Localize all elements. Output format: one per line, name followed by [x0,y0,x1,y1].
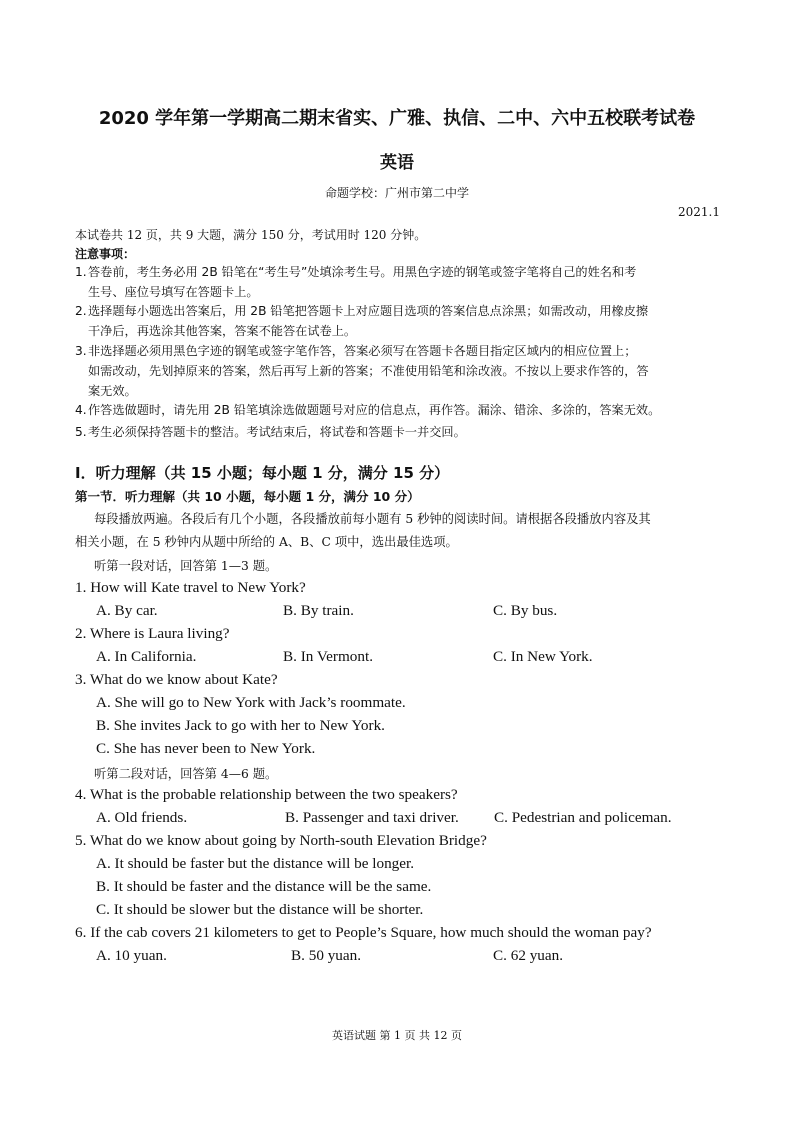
option-c: C. She has never been to New York. [96,740,316,757]
question-stem: 1. How will Kate travel to New York? [75,579,306,596]
page-footer: 英语试题 第 1 页 共 12 页 [332,1029,462,1042]
part-heading: 第一节．听力理解（共 10 小题，每小题 1 分，满分 10 分） [75,489,420,504]
option-c: C. It should be slower but the distance will be shorter. [96,901,424,918]
option-a: A. She will go to New York with Jack’s roommate. [96,694,406,711]
note-item [75,400,725,420]
option-a: A. By car. [96,602,158,619]
option-b: B. By train. [283,602,354,619]
dialog-instruction: 听第二段对话，回答第 4—6 题。 [94,767,278,781]
setting-school: 命题学校：广州市第二中学 [324,186,469,200]
instructions-line: 每段播放两遍。各段后有几个小题，各段播放前每小题有 5 秒钟的阅读时间。请根据各段播放内容及其 [94,512,651,526]
notes-heading: 注意事项： [75,247,136,261]
exam-title: 2020 学年第一学期高二期末省实、广雅、执信、二中、六中五校联考试卷 [98,108,696,129]
option-a: A. Old friends. [96,809,188,826]
note-text: 非选择题必须用黑色字迹的钢笔或签字笔作答，答案必须写在答题卡各题目指定区域内的相应位置上； [88,344,637,358]
exam-intro: 本试卷共 12 页，共 9 大题，满分 150 分，考试用时 120 分钟。 [75,228,427,242]
option-a: A. It should be faster but the distance will be longer. [96,855,415,872]
option-c: C. In New York. [493,648,593,665]
note-item [75,341,725,401]
note-number: 1. [75,265,87,279]
note-number: 3. [75,344,87,358]
option-b: B. She invites Jack to go with her to New York. [96,717,385,734]
question-stem: 4. What is the probable relationship between the two speakers? [75,786,458,803]
question-stem: 5. What do we know about going by North-south Elevation Bridge? [75,832,487,849]
note-item [75,262,725,302]
note-text: 选择题每小题选出答案后，用 2B 铅笔把答题卡上对应题目选项的答案信息点涂黑；如需改动，用橡皮擦 [88,304,649,318]
option-c: C. Pedestrian and policeman. [494,809,672,826]
note-number: 4. [75,403,87,417]
note-text: 答卷前，考生务必用 2B 铅笔在“考生号”处填涂考生号。用黑色字迹的钢笔或签字笔将自己的姓名和考 [88,265,637,279]
note-number: 5. [75,425,87,439]
note-text-cont: 生号、座位号填写在答题卡上。 [88,285,259,299]
question-stem: 6. If the cab covers 21 kilometers to get to People’s Square, how much should the woman pay? [75,924,652,941]
instructions [75,508,725,554]
question-stem: 2. Where is Laura living? [75,625,230,642]
note-text: 作答选做题时，请先用 2B 铅笔填涂选做题题号对应的信息点，再作答。漏涂、错涂、多涂的，答案无效。 [88,403,661,417]
note-text-cont: 案无效。 [88,384,137,398]
question-stem: 3. What do we know about Kate? [75,671,278,688]
option-c: C. 62 yuan. [493,947,564,964]
dialog-instruction: 听第一段对话，回答第 1—3 题。 [94,559,278,573]
note-item [75,301,725,341]
exam-date: 2021.1 [678,205,720,219]
subject-title: 英语 [380,153,414,173]
option-c: C. By bus. [493,602,558,619]
note-item [75,422,725,442]
option-a: A. 10 yuan. [96,947,167,964]
note-number: 2. [75,304,87,318]
instructions-line: 相关小题，在 5 秒钟内从题中所给的 A、B、C 项中，选出最佳选项。 [75,535,458,549]
note-text-cont: 如需改动，先划掉原来的答案，然后再写上新的答案；不准使用铅笔和涂改液。不按以上要求作答的，答 [88,364,649,378]
option-a: A. In California. [96,648,197,665]
section-heading: I．听力理解（共 15 小题；每小题 1 分，满分 15 分） [75,464,450,482]
option-b: B. 50 yuan. [291,947,362,964]
option-b: B. In Vermont. [283,648,373,665]
option-b: B. It should be faster and the distance will be the same. [96,878,432,895]
option-b: B. Passenger and taxi driver. [285,809,459,826]
note-text-cont: 干净后，再选涂其他答案，答案不能答在试卷上。 [88,324,357,338]
note-text: 考生必须保持答题卡的整洁。考试结束后，将试卷和答题卡一并交回。 [88,425,466,439]
